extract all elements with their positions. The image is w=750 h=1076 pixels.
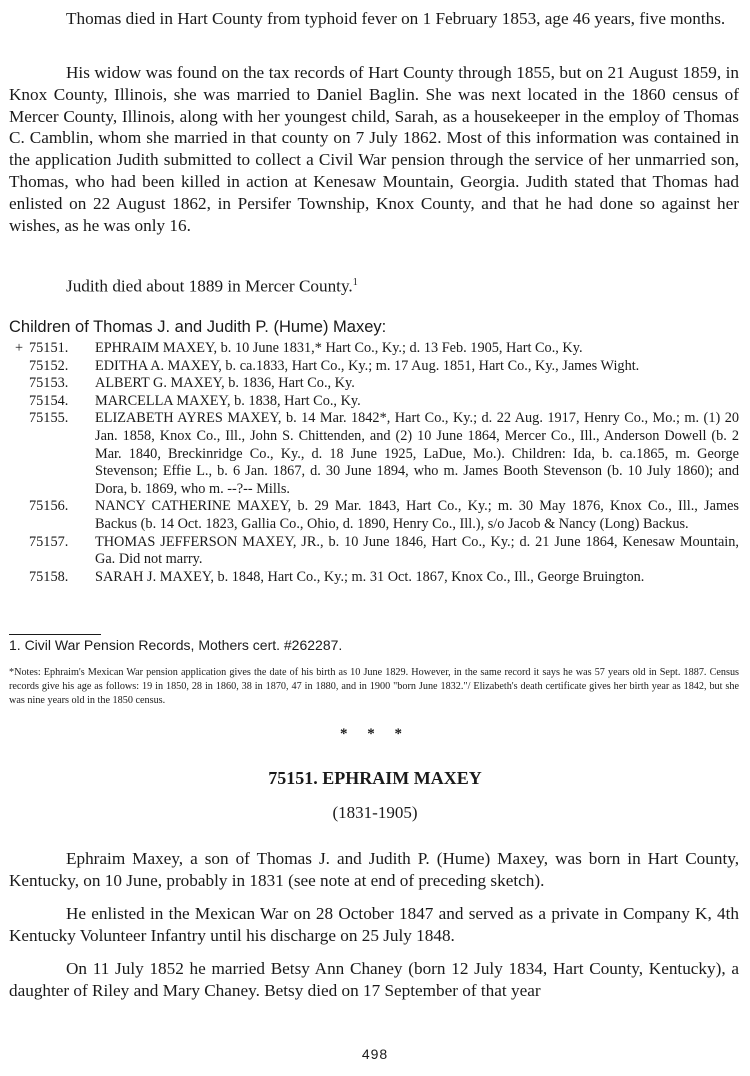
footnote-divider — [9, 634, 101, 635]
child-number: 75157. — [29, 533, 69, 550]
child-text: ELIZABETH AYRES MAXEY, b. 14 Mar. 1842*, Hart Co., Ky.; d. 22 Aug. 1917, Henry Co., Mo.; m. (1) 20 Jan. 1858, Knox Co., Ill., John S. Chittenden, and (2) 10 June 1864, Mercer Co., Ill., Anderson Dowell (b. 2 Mar. 1840, Breckinridge Co., Ky., d. 18 June 1925, LaDue, Mo.). Children: Ida, b. ca.1865, m. George Stevenson; Effie L., b. 6 Jan. 1867, d. 30 June 1894, who m. James Booth Stevenson (b. 10 July 1860); and Dora, b. 1869, who m. --?-- Mills. — [95, 410, 739, 497]
child-number: 75158. — [29, 568, 69, 585]
child-entry — [9, 393, 739, 411]
footnote-1: 1. Civil War Pension Records, Mothers cert. #262287. — [9, 637, 343, 653]
child-text: EPHRAIM MAXEY, b. 10 June 1831,* Hart Co., Ky.; d. 13 Feb. 1905, Hart Co., Ky. — [95, 340, 583, 356]
paragraph-widow: His widow was found on the tax records of Hart County through 1855, but on 21 August 1859, in Knox County, Illinois, she was married to Daniel Baglin. She was next located in the 1860 census of Mercer County, Illinois, along with her youngest child, Sarah, as a housekeeper in the employ of Thomas C. Camblin, whom she married in that county on 7 July 1862. Most of this information was contained in the application Judith submitted to collect a Civil War pension through the service of her unmarried son, Thomas, who had been killed in action at Kenesaw Mountain, Georgia. Judith stated that Thomas had enlisted on 22 August 1862, in Persifer Township, Knox County, and that he had done so against her wishes, as he was only 16. — [9, 63, 739, 235]
children-list — [9, 340, 739, 586]
child-entry — [9, 569, 739, 587]
footnote-marker: 1 — [352, 277, 358, 288]
child-entry — [9, 375, 739, 393]
child-text: SARAH J. MAXEY, b. 1848, Hart Co., Ky.; m. 31 Oct. 1867, Knox Co., Ill., George Bruington. — [95, 568, 645, 585]
section-title: 75151. EPHRAIM MAXEY — [268, 768, 482, 788]
child-text: THOMAS JEFFERSON MAXEY, JR., b. 10 June 1846, Hart Co., Ky.; d. 21 June 1864, Kenesaw Mountain, Ga. Did not marry. — [95, 533, 739, 568]
child-number: 75152. — [29, 357, 69, 374]
child-text: ALBERT G. MAXEY, b. 1836, Hart Co., Ky. — [95, 375, 355, 392]
child-entry — [9, 534, 739, 569]
child-number: 75153. — [29, 375, 69, 392]
child-text: EDITHA A. MAXEY, b. ca.1833, Hart Co., Ky.; m. 17 Aug. 1851, Hart Co., Ky., James Wight. — [95, 357, 640, 374]
section-separator: * * * — [340, 726, 410, 742]
paragraph-judith-death: Judith died about 1889 in Mercer County.$^1$ — [66, 276, 358, 296]
paragraph-ephraim-war: He enlisted in the Mexican War on 28 October 1847 and served as a private in Company K, 4th Kentucky Volunteer Infantry until his discharge on 25 July 1848. — [9, 904, 739, 945]
section-dates: (1831-1905) — [332, 803, 418, 822]
paragraph-ephraim-marriage: On 11 July 1852 he married Betsy Ann Chaney (born 12 July 1834, Hart County, Kentucky), a daughter of Riley and Mary Chaney. Betsy died on 17 September of that year — [9, 959, 739, 1000]
child-entry — [9, 410, 739, 498]
child-plus-marker: + — [15, 340, 24, 356]
birth-notes: *Notes: Ephraim's Mexican War pension application gives the date of his birth as 10 June 1829. However, in the same record it says he was 57 years old in Sept. 1887. Census records give his age as follows: 19 in 1850, 28 in 1860, 38 in 1870, 47 in 1880, and in 1900 "born June 1832."/ Elizabeth's death certificate gives her birth year as 1842, but she was nine years old in the 1850 census. — [9, 667, 739, 707]
child-entry — [9, 340, 739, 358]
child-entry — [9, 358, 739, 376]
page-number: 498 — [361, 1046, 389, 1062]
children-heading: Children of Thomas J. and Judith P. (Hume) Maxey: — [9, 318, 387, 336]
child-number: 75155. — [29, 410, 69, 427]
child-text: NANCY CATHERINE MAXEY, b. 29 Mar. 1843, Hart Co., Ky.; m. 30 May 1876, Knox Co., Ill., James Backus (b. 14 Oct. 1823, Gallia Co., Ohio, d. 1890, Henry Co., Ill.), s/o Jacob & Nancy (Long) Backus. — [95, 498, 739, 532]
child-number: 75154. — [29, 392, 69, 409]
child-number: 75156. — [29, 498, 69, 515]
child-text: MARCELLA MAXEY, b. 1838, Hart Co., Ky. — [95, 392, 361, 409]
child-number: 75151. — [29, 340, 69, 356]
paragraph-ephraim-birth: Ephraim Maxey, a son of Thomas J. and Judith P. (Hume) Maxey, was born in Hart County, Kentucky, on 10 June, probably in 1831 (see note at end of preceding sketch). — [9, 849, 739, 890]
paragraph-thomas-death: Thomas died in Hart County from typhoid fever on 1 February 1853, age 46 years, five months. — [66, 9, 726, 28]
child-entry — [9, 498, 739, 533]
